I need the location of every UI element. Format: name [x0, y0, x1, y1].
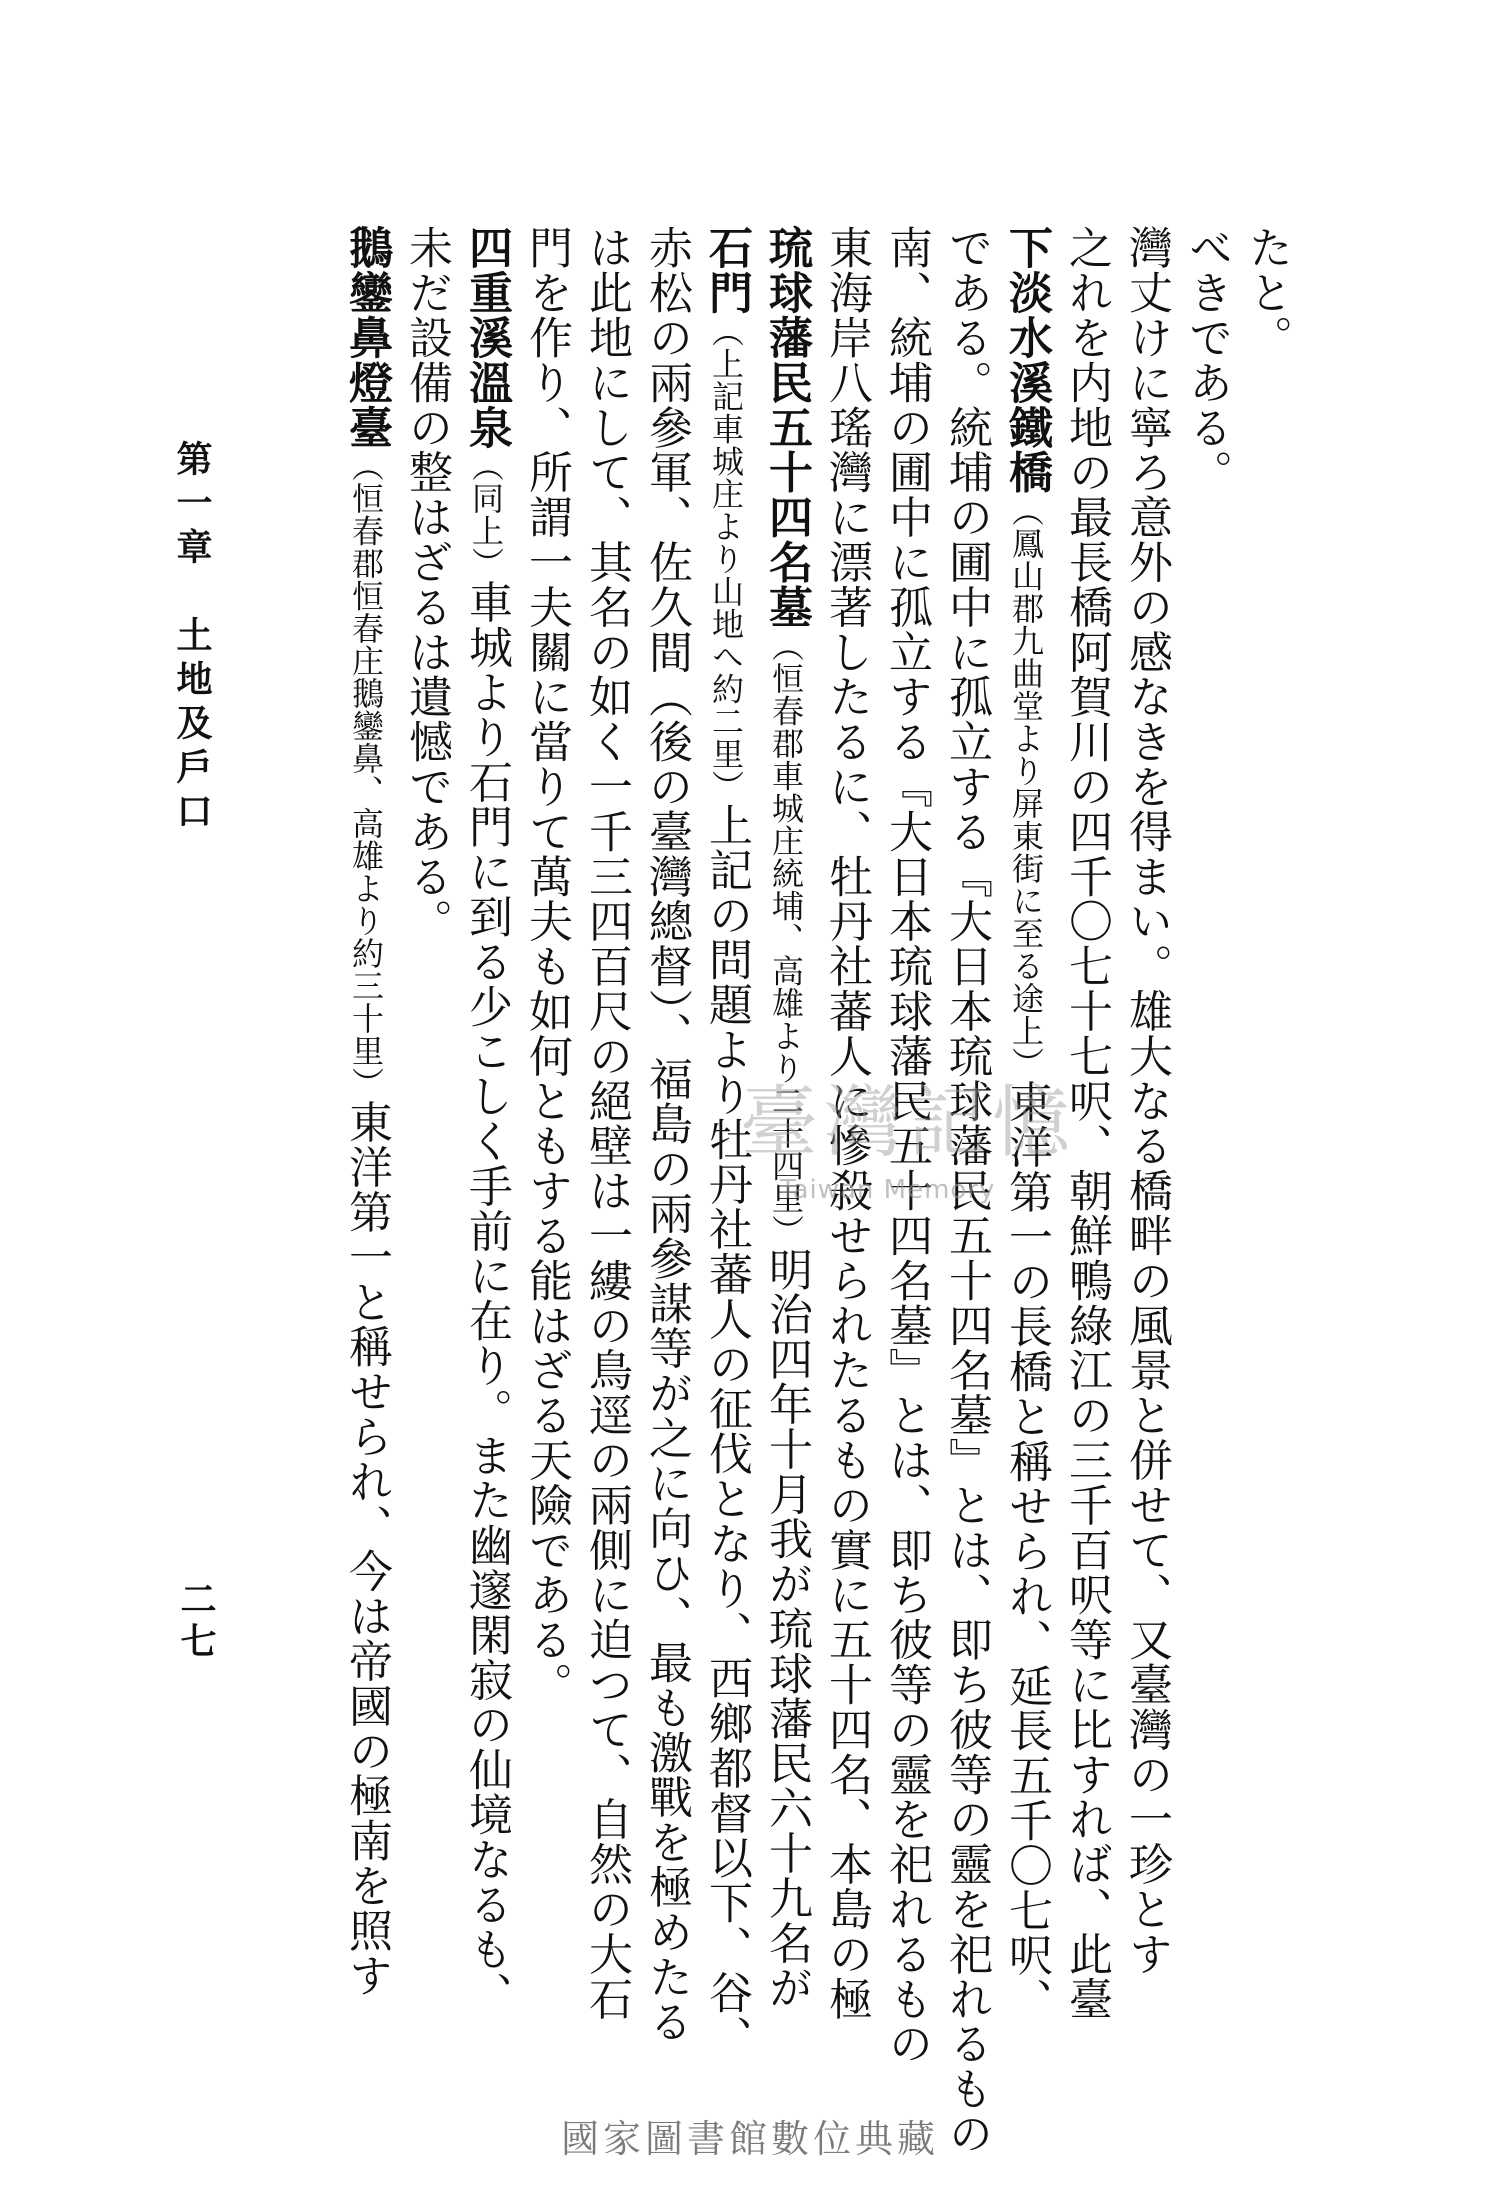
entry-heading: 石門	[701, 225, 752, 315]
body-text: 赤松の兩參軍、佐久間（後の臺灣總督）、福島の兩參謀等が之に向ひ、最も激戰を極めたる	[641, 225, 692, 2044]
entry-location-note: （鳳山郡九曲堂より屏東街に至る途上）	[1007, 494, 1045, 1080]
body-text: 明治四年十月我が琉球藩民六十九名が	[761, 1246, 812, 2010]
entry-heading: 四重溪溫泉	[461, 225, 512, 450]
entry-heading: 鵝鑾鼻燈臺	[341, 225, 392, 450]
body-text: たと。	[1241, 225, 1292, 360]
text-column-15	[398, 225, 454, 1995]
body-text: 門を作り、所謂一夫關に當りて萬夫も如何ともする能はざる天險である。	[521, 225, 572, 1707]
text-column-3	[1118, 225, 1174, 1995]
entry-location-note: （同上）	[467, 449, 505, 580]
body-text: 上記の問題より牡丹社蕃人の征伐となり、西鄉都督以下、谷、	[701, 802, 752, 2060]
text-column-13	[518, 225, 574, 1995]
archive-footer: 國家圖書館數位典藏	[560, 2117, 939, 2161]
body-text: 灣丈けに寧ろ意外の感なきを得まい。雄大なる橋畔の風景と併せて、又臺灣の一珍とす	[1121, 225, 1172, 1977]
entry-heading: 下淡水溪鐵橋	[1001, 225, 1052, 495]
text-column-1	[1238, 225, 1294, 1995]
body-text: 未だ設備の整はざるは遺憾である。	[401, 225, 452, 944]
body-text: 東洋第一と稱せられ、今は帝國の極南を照す	[341, 1099, 392, 1998]
text-column-11	[638, 225, 694, 2044]
body-text: 東洋第一の長橋と稱せられ、延長五千〇七呎、	[1001, 1079, 1052, 2023]
body-text: である。統埔の圃中に孤立する『大日本琉球藩民五十四名墓』とは、即ち彼等の靈を祀れるもの	[941, 225, 992, 2156]
body-text: 車城より石門に到る少こしく手前に在り。また幽邃閑寂の仙境なるも、	[461, 579, 512, 2017]
text-column-16	[338, 225, 394, 1998]
body-text: は此地にして、其名の如く一千三四百尺の絕壁は一縷の鳥逕の兩側に迫つて、自然の大石	[581, 225, 632, 2021]
entry-location-note: （上記車城庄より山地へ約二里）	[707, 314, 745, 803]
text-column-2	[1178, 225, 1234, 1995]
entry-location-note: （恒春郡恒春庄鵝鑾鼻、高雄より約三十里）	[347, 449, 385, 1100]
body-text: べきである。	[1181, 225, 1232, 495]
text-column-12	[578, 225, 634, 2021]
body-text: 南、統埔の圃中に孤立する『大日本琉球藩民五十四名墓』とは、即ち彼等の靈を祀れるもの	[881, 225, 932, 2066]
running-header: 第一章 土地及戶口	[171, 440, 212, 836]
body-text: 之れを内地の最長橋阿賀川の四千〇七十七呎、朝鮮鴨綠江の三千百呎等に比すれば、此臺	[1061, 225, 1112, 2021]
text-column-14	[458, 225, 514, 2017]
watermark-subtitle: Taiwan Memory	[780, 1175, 996, 1205]
watermark-logo: 臺灣記憶	[740, 1078, 1077, 1168]
entry-heading: 琉球藩民五十四名墓	[761, 225, 812, 630]
body-text: 東海岸八瑤灣に漂著したるに、牡丹社蕃人に慘殺せられたるもの實に五十四名、本島の極	[821, 225, 872, 2021]
page-number: 二七	[175, 1580, 216, 1664]
entry-location-note: （恒春郡車城庄統埔、高雄より二十四里）	[767, 629, 805, 1247]
